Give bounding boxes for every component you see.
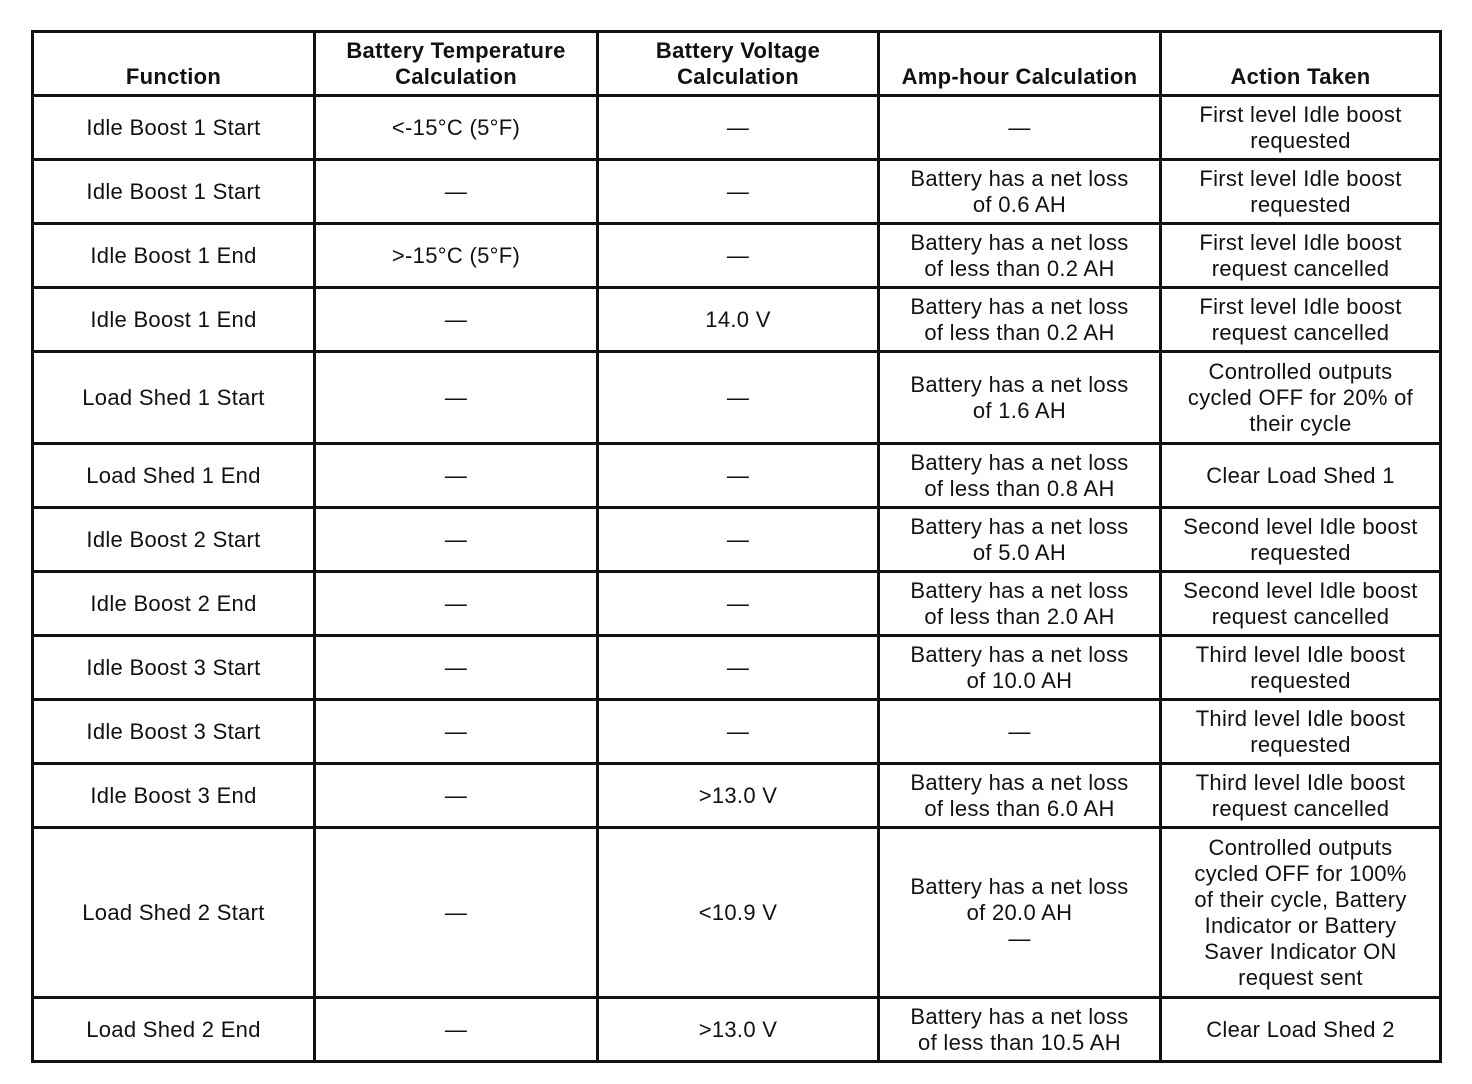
action-cell: Clear Load Shed 2 [1161, 998, 1441, 1062]
table-row [33, 998, 1441, 1062]
voltage-cell: >13.0 V [598, 998, 879, 1062]
temperature-cell: — [315, 764, 598, 828]
amp-hour-cell: Battery has a net loss of less than 2.0 AH [879, 572, 1161, 636]
function-cell: Idle Boost 3 Start [33, 636, 315, 700]
function-cell: Idle Boost 1 End [33, 224, 315, 288]
header-battery-voltage: Battery Voltage Calculation [598, 32, 879, 96]
table-row [33, 636, 1441, 700]
table-row [33, 764, 1441, 828]
table-row [33, 444, 1441, 508]
function-cell: Load Shed 2 End [33, 998, 315, 1062]
voltage-cell: — [598, 160, 879, 224]
temperature-cell: >-15°C (5°F) [315, 224, 598, 288]
function-cell: Idle Boost 3 End [33, 764, 315, 828]
temperature-cell: — [315, 636, 598, 700]
function-cell: Idle Boost 2 Start [33, 508, 315, 572]
temperature-cell: <-15°C (5°F) [315, 96, 598, 160]
action-cell: Second level Idle boost request cancelled [1161, 572, 1441, 636]
amp-hour-cell: Battery has a net loss of 1.6 AH [879, 352, 1161, 444]
table-row [33, 352, 1441, 444]
table-row [33, 828, 1441, 998]
table-row [33, 96, 1441, 160]
action-cell: Third level Idle boost requested [1161, 636, 1441, 700]
amp-hour-cell: Battery has a net loss of 20.0 AH — [879, 828, 1161, 998]
amp-hour-cell: Battery has a net loss of 5.0 AH [879, 508, 1161, 572]
header-row [33, 32, 1441, 96]
voltage-cell: — [598, 700, 879, 764]
table-row [33, 508, 1441, 572]
function-cell: Idle Boost 3 Start [33, 700, 315, 764]
action-cell: Third level Idle boost requested [1161, 700, 1441, 764]
amp-hour-cell: Battery has a net loss of 0.6 AH [879, 160, 1161, 224]
voltage-cell: >13.0 V [598, 764, 879, 828]
temperature-cell: — [315, 572, 598, 636]
function-cell: Idle Boost 1 Start [33, 160, 315, 224]
table-row [33, 572, 1441, 636]
function-cell: Idle Boost 1 Start [33, 96, 315, 160]
header-action-taken: Action Taken [1161, 32, 1441, 96]
amp-hour-cell: Battery has a net loss of 10.0 AH [879, 636, 1161, 700]
action-cell: First level Idle boost request cancelled [1161, 288, 1441, 352]
amp-hour-cell: — [879, 96, 1161, 160]
amp-hour-cell: Battery has a net loss of less than 6.0 AH [879, 764, 1161, 828]
temperature-cell: — [315, 444, 598, 508]
temperature-cell: — [315, 160, 598, 224]
action-cell: First level Idle boost request cancelled [1161, 224, 1441, 288]
voltage-cell: — [598, 444, 879, 508]
header-function: Function [33, 32, 315, 96]
action-cell: First level Idle boost requested [1161, 96, 1441, 160]
temperature-cell: — [315, 508, 598, 572]
voltage-cell: — [598, 572, 879, 636]
table-row [33, 160, 1441, 224]
voltage-cell: — [598, 224, 879, 288]
function-cell: Idle Boost 2 End [33, 572, 315, 636]
table-row [33, 224, 1441, 288]
voltage-cell: — [598, 352, 879, 444]
function-cell: Load Shed 1 Start [33, 352, 315, 444]
amp-hour-cell: Battery has a net loss of less than 0.2 AH [879, 288, 1161, 352]
table-row [33, 288, 1441, 352]
voltage-cell: <10.9 V [598, 828, 879, 998]
action-cell: Controlled outputs cycled OFF for 20% of their cycle [1161, 352, 1441, 444]
voltage-cell: — [598, 96, 879, 160]
function-cell: Load Shed 1 End [33, 444, 315, 508]
action-cell: Controlled outputs cycled OFF for 100% of their cycle, Battery Indicator or Battery Saver Indicator ON request sent [1161, 828, 1441, 998]
temperature-cell: — [315, 828, 598, 998]
action-cell: Second level Idle boost requested [1161, 508, 1441, 572]
action-cell: First level Idle boost requested [1161, 160, 1441, 224]
amp-hour-cell: Battery has a net loss of less than 0.8 AH [879, 444, 1161, 508]
amp-hour-cell: — [879, 700, 1161, 764]
amp-hour-cell: Battery has a net loss of less than 0.2 AH [879, 224, 1161, 288]
temperature-cell: — [315, 352, 598, 444]
voltage-cell: — [598, 636, 879, 700]
voltage-cell: — [598, 508, 879, 572]
action-cell: Clear Load Shed 1 [1161, 444, 1441, 508]
temperature-cell: — [315, 700, 598, 764]
function-cell: Idle Boost 1 End [33, 288, 315, 352]
header-battery-temperature: Battery Temperature Calculation [315, 32, 598, 96]
voltage-cell: 14.0 V [598, 288, 879, 352]
header-amp-hour: Amp-hour Calculation [879, 32, 1161, 96]
battery-management-table [31, 30, 1442, 1063]
table-row [33, 700, 1441, 764]
amp-hour-cell: Battery has a net loss of less than 10.5 AH [879, 998, 1161, 1062]
temperature-cell: — [315, 998, 598, 1062]
function-cell: Load Shed 2 Start [33, 828, 315, 998]
temperature-cell: — [315, 288, 598, 352]
action-cell: Third level Idle boost request cancelled [1161, 764, 1441, 828]
